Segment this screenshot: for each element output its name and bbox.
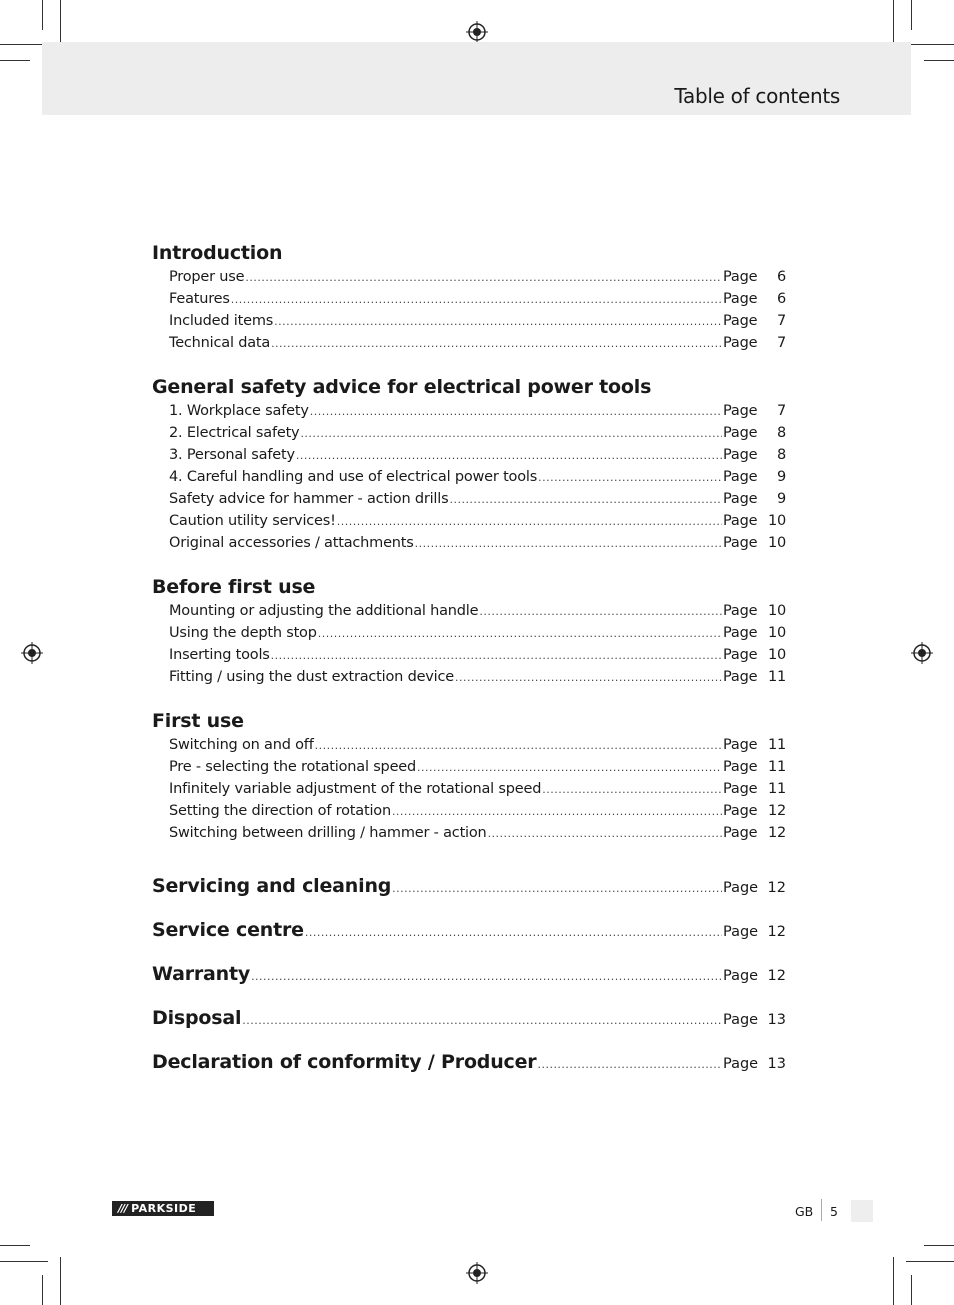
crop-mark (42, 1275, 43, 1305)
page-value: 6 (776, 269, 786, 285)
entry-title: Infinitely variable adjustment of the rotational speed (169, 781, 542, 797)
page-value: 10 (767, 603, 786, 619)
toc-entry[interactable] (152, 756, 786, 778)
page-tab (851, 1200, 873, 1222)
crop-mark (924, 1245, 954, 1246)
page-value: 10 (767, 535, 786, 551)
page-value: 9 (776, 491, 786, 507)
page-label: Page (723, 924, 759, 940)
toc-entry[interactable] (152, 778, 786, 800)
page-label: Page (723, 781, 758, 797)
entry-title: 3. Personal safety (169, 447, 295, 463)
entry-title: Pre - selecting the rotational speed (169, 759, 417, 775)
dot-leader (315, 735, 722, 757)
dot-leader (242, 999, 722, 1043)
page-label: Page (723, 625, 758, 641)
page-value: 12 (767, 880, 786, 896)
entry-title: Proper use (169, 269, 245, 285)
page-label: Page (723, 1012, 759, 1028)
entry-title: Caution utility services! (169, 513, 336, 529)
dot-leader (488, 823, 722, 845)
page-label: Page (723, 269, 758, 285)
page-label: Page (723, 291, 758, 307)
crop-mark (60, 0, 61, 48)
entry-page (723, 644, 786, 666)
page-value: 12 (767, 924, 786, 940)
page-label: Page (723, 1056, 759, 1072)
dot-leader (449, 489, 722, 511)
dot-leader (274, 311, 722, 333)
logo-slashes: /// (118, 1202, 128, 1215)
page-value: 12 (767, 968, 786, 984)
entry-page (723, 756, 786, 778)
toc-entry[interactable] (152, 800, 786, 822)
entry-page (723, 332, 786, 354)
page-value: 10 (767, 647, 786, 663)
crop-mark (893, 1257, 894, 1305)
crop-mark (60, 1257, 61, 1305)
entry-title: Switching on and off (169, 737, 314, 753)
section-heading: First use (152, 710, 244, 732)
entry-title: 1. Workplace safety (169, 403, 309, 419)
section-spacer (152, 844, 786, 864)
toc-section (152, 554, 786, 688)
dot-leader (542, 779, 722, 801)
crop-mark (0, 1261, 48, 1262)
table-of-contents (152, 240, 786, 1084)
entry-page (723, 400, 786, 422)
entry-page (723, 866, 786, 910)
major-title: Disposal (152, 1007, 242, 1029)
page-label: Page (723, 469, 758, 485)
page-label: Page (723, 825, 758, 841)
section-heading: Introduction (152, 242, 283, 264)
logo-brand: PARKSIDE (131, 1202, 197, 1215)
footer-divider (821, 1199, 822, 1221)
crop-mark (0, 1245, 30, 1246)
crop-mark (0, 44, 48, 45)
page-value: 7 (776, 403, 786, 419)
dot-leader (271, 333, 722, 355)
entry-page (723, 734, 786, 756)
page-label: Page (723, 669, 758, 685)
major-title: Declaration of conformity / Producer (152, 1051, 537, 1073)
toc-section (152, 240, 786, 354)
section-spacer (152, 554, 786, 574)
toc-entry[interactable] (152, 644, 786, 666)
page-label: Page (723, 968, 759, 984)
dot-leader (271, 645, 722, 667)
page-label: Page (723, 425, 758, 441)
crop-mark (906, 1261, 954, 1262)
dot-leader (337, 511, 722, 533)
crop-mark (911, 1275, 912, 1305)
toc-entry[interactable] (152, 822, 786, 844)
dot-leader (296, 445, 722, 467)
page-value: 10 (767, 625, 786, 641)
toc-section (152, 688, 786, 844)
crop-mark (0, 60, 30, 61)
page-label: Page (723, 491, 758, 507)
page-label: Page (723, 647, 758, 663)
page-value: 6 (776, 291, 786, 307)
section-spacer (152, 354, 786, 374)
page-label: Page (723, 535, 758, 551)
entry-page (723, 444, 786, 466)
registration-mark-icon (21, 642, 43, 664)
dot-leader (251, 955, 722, 999)
page-value: 10 (767, 513, 786, 529)
page-value: 12 (767, 803, 786, 819)
dot-leader (310, 401, 722, 423)
section-heading: General safety advice for electrical power tools (152, 376, 652, 398)
toc-entry[interactable] (152, 666, 786, 688)
toc-entry[interactable] (152, 400, 786, 422)
toc-entry[interactable] (152, 332, 786, 354)
page-title: Table of contents (674, 84, 840, 108)
entry-page (723, 998, 786, 1042)
major-title: Servicing and cleaning (152, 875, 392, 897)
entry-title: Safety advice for hammer - action drills (169, 491, 449, 507)
page-label: Page (723, 880, 759, 896)
entry-title: Mounting or adjusting the additional handle (169, 603, 479, 619)
entry-page (723, 288, 786, 310)
entry-page (723, 488, 786, 510)
dot-leader (415, 533, 722, 555)
toc-entry[interactable] (152, 734, 786, 756)
page-label: Page (723, 803, 758, 819)
dot-leader (479, 601, 722, 623)
toc-entry[interactable] (152, 510, 786, 532)
toc-entry[interactable] (152, 622, 786, 644)
page-label: Page (723, 603, 758, 619)
page-value: 7 (776, 335, 786, 351)
major-title: Service centre (152, 919, 304, 941)
page-value: 13 (767, 1012, 786, 1028)
toc-entry[interactable] (152, 288, 786, 310)
toc-section (152, 354, 786, 554)
toc-major-entry[interactable] (152, 864, 786, 908)
page-value: 13 (767, 1056, 786, 1072)
crop-mark (924, 60, 954, 61)
page-label: Page (723, 313, 758, 329)
entry-page (723, 778, 786, 800)
page-value: 12 (767, 825, 786, 841)
dot-leader (305, 911, 722, 955)
entry-title: Technical data (169, 335, 271, 351)
crop-mark (42, 0, 43, 30)
page-label: Page (723, 737, 758, 753)
crop-mark (906, 44, 954, 45)
dot-leader (392, 801, 722, 823)
page-label: Page (723, 335, 758, 351)
entry-page (723, 510, 786, 532)
dot-leader (300, 423, 722, 445)
major-title: Warranty (152, 963, 251, 985)
page-label: Page (723, 403, 758, 419)
toc-major-entry[interactable] (152, 908, 786, 952)
crop-mark (911, 0, 912, 30)
toc-major-entry[interactable] (152, 996, 786, 1040)
page-value: 9 (776, 469, 786, 485)
crop-mark (893, 0, 894, 48)
toc-entry[interactable] (152, 266, 786, 288)
toc-entry[interactable] (152, 600, 786, 622)
entry-title: Fitting / using the dust extraction device (169, 669, 454, 685)
registration-mark-icon (466, 1262, 488, 1284)
entry-page (723, 1042, 786, 1086)
toc-entry[interactable] (152, 532, 786, 554)
entry-title: Using the depth stop (169, 625, 317, 641)
page-value: 11 (767, 781, 786, 797)
page-label: Page (723, 513, 758, 529)
entry-page (723, 310, 786, 332)
entry-title: Included items (169, 313, 274, 329)
registration-mark-icon (466, 21, 488, 43)
dot-leader (231, 289, 722, 311)
dot-leader (245, 267, 722, 289)
entry-page (723, 266, 786, 288)
entry-title: Inserting tools (169, 647, 270, 663)
dot-leader (318, 623, 722, 645)
page-value: 7 (776, 313, 786, 329)
page-value: 11 (767, 669, 786, 685)
dot-leader (392, 867, 722, 911)
entry-page (723, 600, 786, 622)
toc-entry[interactable] (152, 466, 786, 488)
parkside-logo (112, 1201, 214, 1216)
dot-leader (537, 1043, 722, 1087)
page-label: Page (723, 447, 758, 463)
dot-leader (417, 757, 722, 779)
toc-entry[interactable] (152, 488, 786, 510)
page-number: 5 (830, 1204, 838, 1219)
page-value: 8 (776, 425, 786, 441)
language-code: GB (795, 1204, 814, 1219)
registration-mark-icon (911, 642, 933, 664)
page-value: 11 (767, 737, 786, 753)
entry-title: Switching between drilling / hammer - action (169, 825, 487, 841)
entry-page (723, 422, 786, 444)
entry-page (723, 822, 786, 844)
page-value: 11 (767, 759, 786, 775)
section-heading: Before first use (152, 576, 316, 598)
dot-leader (455, 667, 722, 689)
entry-page (723, 532, 786, 554)
entry-page (723, 954, 786, 998)
entry-page (723, 800, 786, 822)
toc-entry[interactable] (152, 422, 786, 444)
dot-leader (538, 467, 722, 489)
entry-title: Features (169, 291, 230, 307)
page-value: 8 (776, 447, 786, 463)
entry-page (723, 666, 786, 688)
entry-title: Original accessories / attachments (169, 535, 414, 551)
page-label: Page (723, 759, 758, 775)
entry-page (723, 622, 786, 644)
toc-entry[interactable] (152, 444, 786, 466)
toc-entry[interactable] (152, 310, 786, 332)
toc-major-entry[interactable] (152, 952, 786, 996)
toc-major-entry[interactable] (152, 1040, 786, 1084)
entry-page (723, 466, 786, 488)
entry-title: 4. Careful handling and use of electrical power tools (169, 469, 538, 485)
entry-page (723, 910, 786, 954)
entry-title: 2. Electrical safety (169, 425, 300, 441)
section-spacer (152, 688, 786, 708)
entry-title: Setting the direction of rotation (169, 803, 391, 819)
